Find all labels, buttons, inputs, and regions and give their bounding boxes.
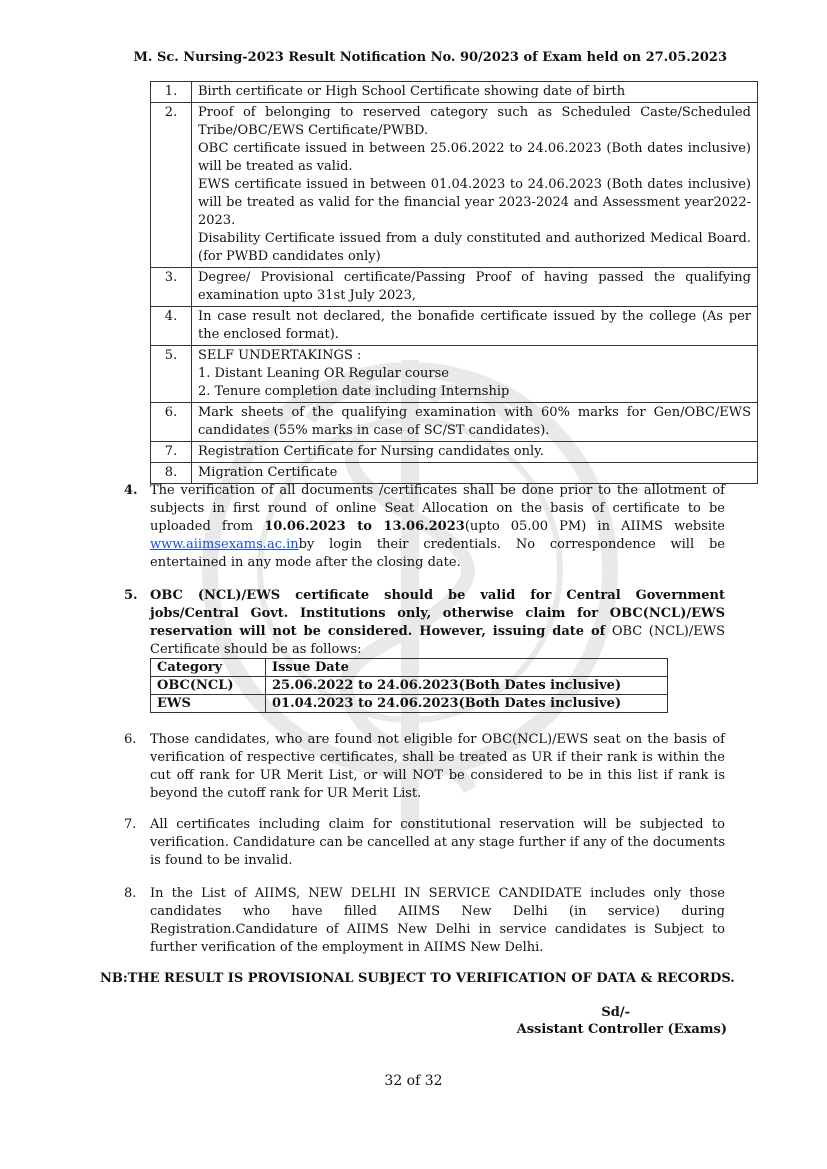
point-6-text: Those candidates, who are found not eligible for OBC(NCL)/EWS seat on the basis of verification of respective certificates, shall be treated as UR if their rank is within the cut off rank for UR Merit List, or will NOT be considered to be in this list if rank is beyond the cutoff rank for UR Merit List. — [150, 732, 725, 801]
document-line: Disability Certificate issued from a duly constituted and authorized Medical Board. (for PWBD candidates only) — [198, 231, 751, 264]
point-5-bold-text: OBC (NCL)/EWS certificate should be valid for Central Government jobs/Central Govt. Institutions only, otherwise claim for OBC(NCL)/EWS reservation will not be considered. However, issuing date of — [150, 588, 725, 639]
point-4-number: 4. — [124, 483, 138, 498]
document-line: EWS certificate issued in between 01.04.2023 to 24.06.2023 (Both dates inclusive) will be treated as valid for the financial year 2023-2024 and Assessment year2022-2023. — [198, 177, 751, 228]
document-line: Migration Certificate — [198, 465, 338, 480]
dates-cell: OBC(NCL) — [151, 677, 266, 695]
aiims-website-link[interactable]: www.aiimsexams.ac.in — [150, 537, 299, 552]
point-4-date-from: 10.06.2023 — [264, 519, 346, 534]
page-number: 32 of 32 — [384, 1073, 443, 1089]
document-description — [192, 268, 758, 307]
document-row — [151, 403, 758, 442]
dates-cell: EWS — [151, 695, 266, 713]
dates-header-cell: Category — [151, 659, 266, 677]
document-description — [192, 346, 758, 403]
document-row — [151, 82, 758, 103]
dates-row — [151, 677, 668, 695]
document-row — [151, 346, 758, 403]
document-number: 2. — [151, 103, 192, 268]
point-5-normal-text: OBC (NCL)/EWS Certificate should be as follows: — [150, 624, 725, 657]
point-8-number: 8. — [124, 886, 137, 901]
document-line: Birth certificate or High School Certificate showing date of birth — [198, 84, 626, 99]
document-description — [192, 307, 758, 346]
document-description — [192, 442, 758, 463]
point-7-text: All certificates including claim for constitutional reservation will be subjected to verification. Candidature can be cancelled at any stage further if any of the documents is found to be invalid. — [150, 817, 725, 868]
document-line: Registration Certificate for Nursing candidates only. — [198, 444, 544, 459]
point-4-date-to: 13.06.2023 — [383, 519, 465, 534]
document-line: Mark sheets of the qualifying examination with 60% marks for Gen/OBC/EWS candidates (55% marks in case of SC/ST candidates). — [198, 405, 751, 438]
document-line: SELF UNDERTAKINGS : — [198, 348, 362, 363]
point-4-text-c: by login their credentials. No correspondence will be entertained in any mode after the closing date. — [150, 537, 725, 570]
signature-sd: Sd/- — [601, 1005, 630, 1020]
page-header: M. Sc. Nursing-2023 Result Notification No. 90/2023 of Exam held on 27.05.2023 — [133, 50, 727, 65]
dates-cell: 25.06.2022 to 24.06.2023(Both Dates inclusive) — [266, 677, 668, 695]
point-6-number: 6. — [124, 732, 137, 747]
document-line: 1. Distant Leaning OR Regular course — [198, 366, 449, 381]
certificate-dates-table — [150, 658, 668, 713]
document-description — [192, 82, 758, 103]
document-row — [151, 307, 758, 346]
point-7-number: 7. — [124, 817, 137, 832]
document-line: Degree/ Provisional certificate/Passing Proof of having passed the qualifying examination upto 31st July 2023, — [198, 270, 751, 303]
point-5-number: 5. — [124, 588, 138, 603]
document-line: 2. Tenure completion date including Internship — [198, 384, 510, 399]
dates-header-row — [151, 659, 668, 677]
document-description — [192, 403, 758, 442]
document-number: 7. — [151, 442, 192, 463]
document-row — [151, 103, 758, 268]
document-description — [192, 103, 758, 268]
point-4-to-word: to — [345, 519, 384, 534]
document-number: 5. — [151, 346, 192, 403]
document-number: 4. — [151, 307, 192, 346]
document-number: 8. — [151, 463, 192, 484]
document-line: OBC certificate issued in between 25.06.2022 to 24.06.2023 (Both dates inclusive) will be treated as valid. — [198, 141, 751, 174]
dates-header-cell: Issue Date — [266, 659, 668, 677]
point-4-text-b: (upto 05.00 PM) in AIIMS website — [464, 519, 725, 534]
document-description — [192, 463, 758, 484]
document-line: In case result not declared, the bonafide certificate issued by the college (As per the enclosed format). — [198, 309, 751, 342]
documents-table — [150, 81, 758, 484]
point-5-text — [150, 587, 725, 659]
document-row — [151, 442, 758, 463]
point-4-text-a: The verification of all documents /certificates shall be done prior to the allotment of subjects in first round of online Seat Allocation on the basis of certificate to be uploaded from — [150, 483, 725, 534]
signature-title: Assistant Controller (Exams) — [516, 1022, 727, 1037]
document-row — [151, 268, 758, 307]
dates-cell: 01.04.2023 to 24.06.2023(Both Dates inclusive) — [266, 695, 668, 713]
point-4-text — [150, 482, 725, 572]
nb-note: NB:THE RESULT IS PROVISIONAL SUBJECT TO VERIFICATION OF DATA & RECORDS. — [100, 971, 735, 986]
point-8-text: In the List of AIIMS, NEW DELHI IN SERVICE CANDIDATE includes only those candidates who have filled AIIMS New Delhi (in service) during Registration.Candidature of AIIMS New Delhi in service candidates is Subject to further verification of the employment in AIIMS New Delhi. — [150, 886, 725, 955]
document-number: 6. — [151, 403, 192, 442]
document-number: 1. — [151, 82, 192, 103]
document-row — [151, 463, 758, 484]
document-line: Proof of belonging to reserved category such as Scheduled Caste/Scheduled Tribe/OBC/EWS Certificate/PWBD. — [198, 105, 751, 138]
dates-row — [151, 695, 668, 713]
document-number: 3. — [151, 268, 192, 307]
